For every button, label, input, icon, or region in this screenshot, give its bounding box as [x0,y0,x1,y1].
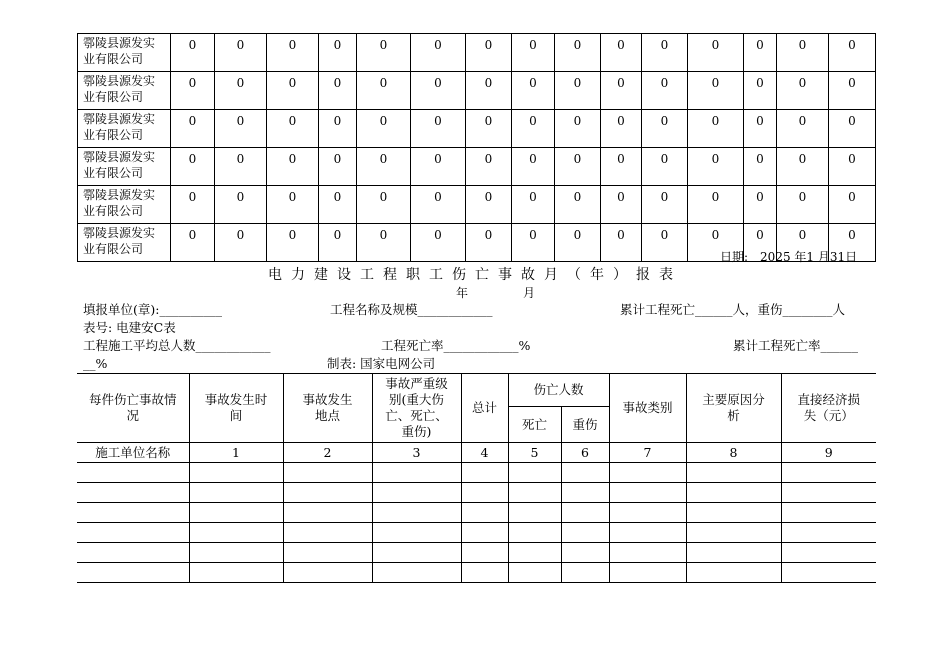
made-by: 制表: 国家电网公司 [327,356,436,371]
death-rate-field: 工程死亡率____________% [381,338,531,353]
value-cell: 0 [744,72,777,110]
value-cell: 0 [215,224,267,262]
value-cell: 0 [601,224,642,262]
table-row [77,563,876,583]
table-row [77,483,876,503]
table-row [77,503,876,523]
value-cell: 0 [777,224,829,262]
value-cell: 0 [215,34,267,72]
value-cell: 0 [319,72,357,110]
column-number-cell: 7 [609,443,686,463]
value-cell: 0 [411,34,466,72]
company-name-cell: 鄠陵县源发实业有限公司 [78,224,171,262]
value-cell: 0 [744,148,777,186]
cumulative-death-injury-field: 累计工程死亡______人，重伤________人 [620,302,846,317]
value-cell: 0 [829,148,876,186]
cumulative-death-rate-field: 累计工程死亡率______ [733,338,859,353]
accident-report-table [77,373,876,583]
value-cell: 0 [267,186,319,224]
value-cell: 0 [744,110,777,148]
table-row [78,148,876,186]
form-number: 表号: 电建安C表 [83,320,176,335]
report-title: 电力建设工程职工伤亡事故月（年）报表 [268,267,682,283]
report-date: 日期: 2025 年1 月31日 [720,250,858,264]
value-cell: 0 [555,186,601,224]
avg-workers-field: 工程施工平均总人数____________ [83,338,271,353]
value-cell: 0 [411,110,466,148]
value-cell: 0 [601,34,642,72]
value-cell: 0 [267,110,319,148]
header-death: 死亡 [508,407,561,443]
value-cell: 0 [466,110,512,148]
value-cell: 0 [357,186,411,224]
header-accident-category: 事故类别 [609,374,686,443]
value-cell: 0 [777,148,829,186]
table-row [78,110,876,148]
value-cell: 0 [411,148,466,186]
value-cell: 0 [466,148,512,186]
column-number-cell: 2 [283,443,372,463]
table-row [78,72,876,110]
header-economic-loss: 直接经济损失（元） [781,374,876,443]
value-cell: 0 [777,186,829,224]
year-label: 年 [456,286,469,300]
value-cell: 0 [829,34,876,72]
value-cell: 0 [357,72,411,110]
value-cell: 0 [642,34,688,72]
value-cell: 0 [319,224,357,262]
value-cell: 0 [357,148,411,186]
value-cell: 0 [512,72,555,110]
value-cell: 0 [777,110,829,148]
value-cell: 0 [744,34,777,72]
value-cell: 0 [555,148,601,186]
column-number-cell: 3 [372,443,461,463]
value-cell: 0 [777,34,829,72]
value-cell: 0 [411,72,466,110]
value-cell: 0 [512,148,555,186]
value-cell: 0 [319,110,357,148]
value-cell: 0 [171,224,215,262]
value-cell: 0 [744,186,777,224]
value-cell: 0 [642,224,688,262]
value-cell: 0 [512,34,555,72]
table-row [78,34,876,72]
value-cell: 0 [688,148,744,186]
header-casualties: 伤亡人数 [508,374,609,407]
value-cell: 0 [267,34,319,72]
value-cell: 0 [215,110,267,148]
column-index-row [77,443,876,463]
company-name-cell: 鄠陵县源发实业有限公司 [78,72,171,110]
value-cell: 0 [357,34,411,72]
value-cell: 0 [319,148,357,186]
value-cell: 0 [171,186,215,224]
value-cell: 0 [829,110,876,148]
column-number-cell: 9 [781,443,876,463]
value-cell: 0 [267,72,319,110]
project-name-field: 工程名称及规模____________ [330,302,493,317]
value-cell: 0 [688,186,744,224]
value-cell: 0 [688,34,744,72]
table-row [78,186,876,224]
value-cell: 0 [601,72,642,110]
value-cell: 0 [267,224,319,262]
value-cell: 0 [601,148,642,186]
column-number-cell: 8 [686,443,781,463]
company-name-cell: 鄠陵县源发实业有限公司 [78,34,171,72]
value-cell: 0 [357,110,411,148]
value-cell: 0 [466,72,512,110]
construction-unit-name-label: 施工单位名称 [77,443,189,463]
company-name-cell: 鄠陵县源发实业有限公司 [78,110,171,148]
value-cell: 0 [411,224,466,262]
table-row [77,523,876,543]
value-cell: 0 [829,72,876,110]
value-cell: 0 [171,110,215,148]
header-accident-location: 事故发生地点 [283,374,372,443]
value-cell: 0 [466,34,512,72]
company-name-cell: 鄠陵县源发实业有限公司 [78,148,171,186]
header-total: 总计 [461,374,508,443]
column-number-cell: 6 [561,443,609,463]
value-cell: 0 [466,224,512,262]
header-serious-injury: 重伤 [561,407,609,443]
table-row [77,543,876,563]
header-accident-info: 每件伤亡事故情况 [77,374,189,443]
value-cell: 0 [642,110,688,148]
value-cell: 0 [642,186,688,224]
column-number-cell: 1 [189,443,283,463]
month-label: 月 [523,286,536,300]
value-cell: 0 [512,224,555,262]
value-cell: 0 [555,72,601,110]
column-number-cell: 5 [508,443,561,463]
value-cell: 0 [642,148,688,186]
value-cell: 0 [215,148,267,186]
value-cell: 0 [601,186,642,224]
value-cell: 0 [688,224,744,262]
value-cell: 0 [215,72,267,110]
value-cell: 0 [267,148,319,186]
value-cell: 0 [744,224,777,262]
value-cell: 0 [688,110,744,148]
value-cell: 0 [829,186,876,224]
percent-tail: __% [83,356,108,371]
value-cell: 0 [357,224,411,262]
value-cell: 0 [319,34,357,72]
value-cell: 0 [642,72,688,110]
table-row [77,463,876,483]
value-cell: 0 [601,110,642,148]
value-cell: 0 [466,186,512,224]
value-cell: 0 [512,186,555,224]
top-data-table [77,33,876,262]
value-cell: 0 [555,224,601,262]
value-cell: 0 [688,72,744,110]
value-cell: 0 [829,224,876,262]
value-cell: 0 [411,186,466,224]
header-accident-time: 事故发生时间 [189,374,283,443]
header-severity-level: 事故严重级别(重大伤亡、死亡、重伤) [372,374,461,443]
value-cell: 0 [215,186,267,224]
value-cell: 0 [171,34,215,72]
fill-unit-field: 填报单位(章):__________ [83,302,222,317]
value-cell: 0 [777,72,829,110]
company-name-cell: 鄠陵县源发实业有限公司 [78,186,171,224]
value-cell: 0 [171,148,215,186]
value-cell: 0 [171,72,215,110]
value-cell: 0 [512,110,555,148]
value-cell: 0 [319,186,357,224]
value-cell: 0 [555,34,601,72]
column-number-cell: 4 [461,443,508,463]
value-cell: 0 [555,110,601,148]
header-main-cause: 主要原因分析 [686,374,781,443]
